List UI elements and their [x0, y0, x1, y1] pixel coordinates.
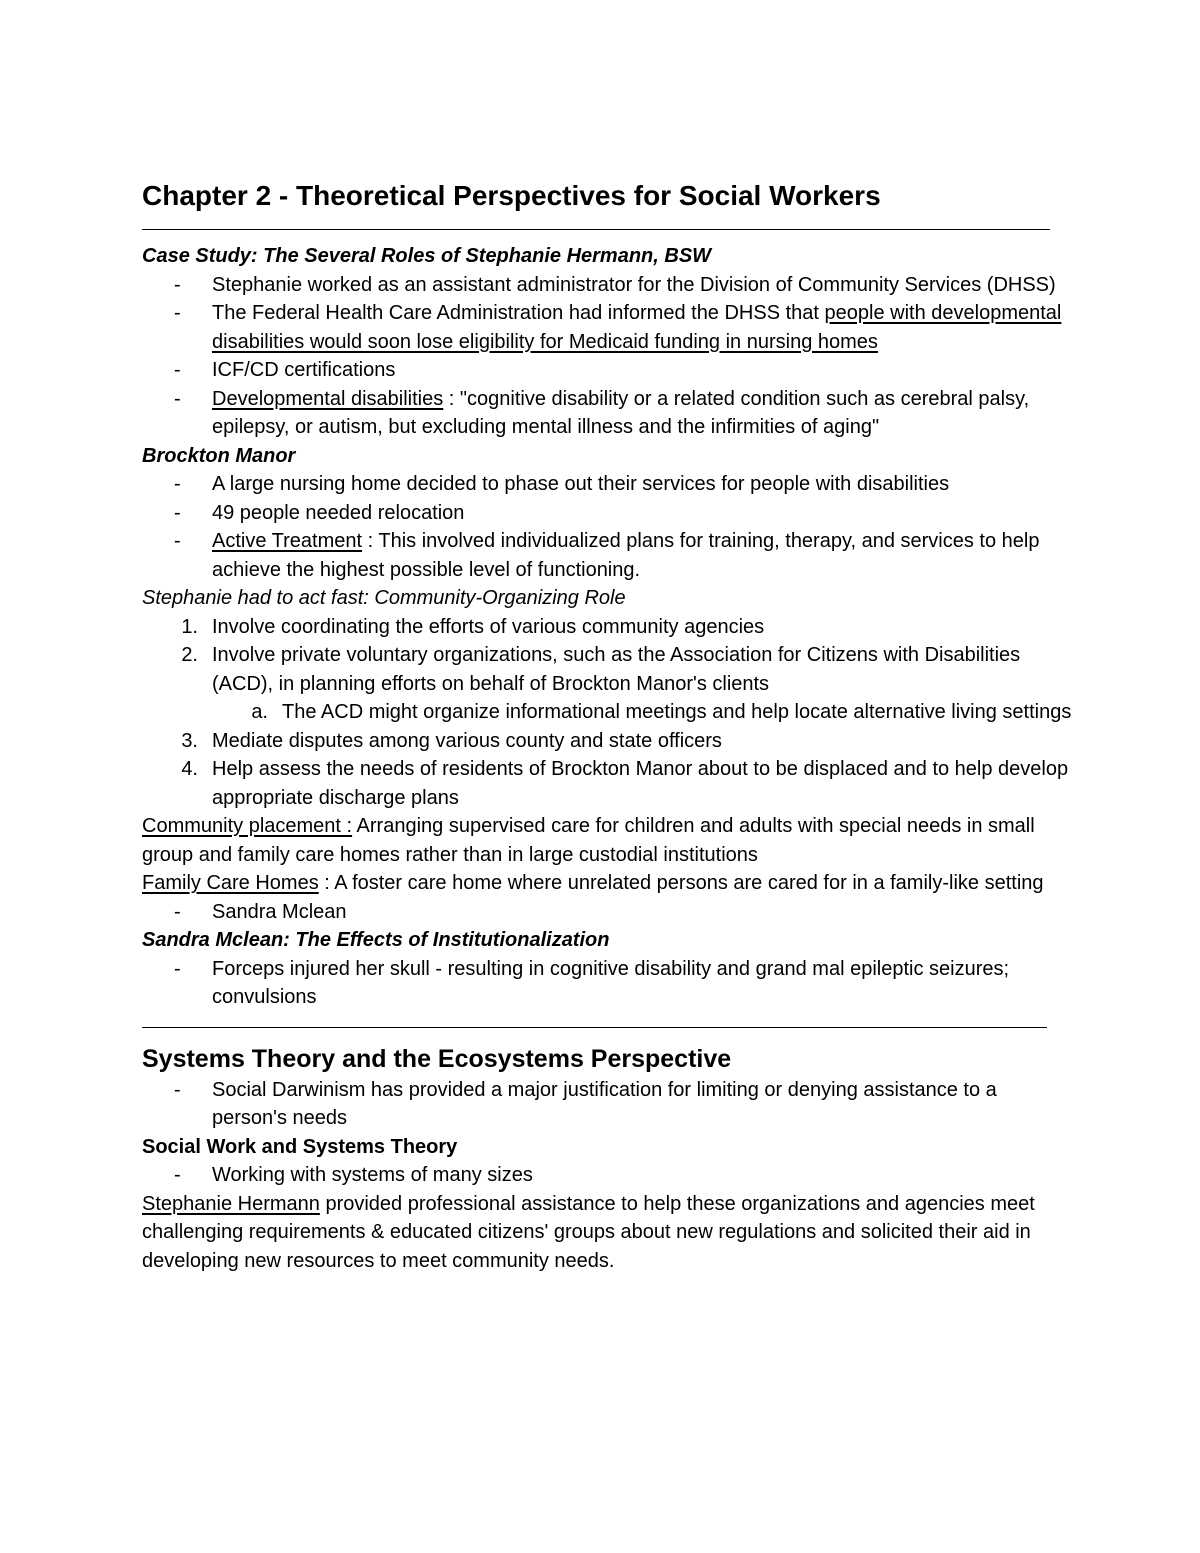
list-item	[142, 955, 1072, 1012]
case-study-heading: Case Study: The Several Roles of Stephanie Hermann, BSW	[142, 245, 712, 267]
item-number: 1.	[181, 615, 198, 638]
horizontal-rule	[142, 1012, 1072, 1040]
numbered-item	[142, 641, 1072, 698]
numbered-item-text: Involve coordinating the efforts of various community agencies	[212, 615, 765, 638]
item-number: 4.	[181, 758, 198, 780]
document-body	[142, 178, 1072, 1275]
section-heading: Systems Theory and the Ecosystems Perspective	[142, 1044, 732, 1073]
family-care-homes-definition	[142, 869, 1072, 898]
definition: Arranging supervised care for children and adults with special needs in small group and family care homes rather than in large custodial institutions	[142, 815, 1035, 866]
community-placement-definition	[142, 812, 1072, 869]
numbered-item-text: Involve private voluntary organizations, such as the Association for Citizens with Disabilities (ACD), in planning efforts on behalf of Brockton Manor's clients	[212, 644, 1021, 695]
horizontal-rule	[142, 214, 1072, 242]
list-item	[142, 271, 1072, 300]
term: Stephanie Hermann	[142, 1192, 320, 1215]
definition: : This involved individualized plans for training, therapy, and services to help achieve the highest possible level of functioning.	[212, 530, 1040, 581]
list-item	[142, 898, 1072, 927]
bullet-dash: -	[174, 387, 181, 410]
list-item-text	[212, 385, 1072, 442]
bullet-dash: -	[174, 359, 181, 381]
brockton-heading: Brockton Manor	[142, 444, 296, 467]
underlined-text: people with developmental disabilities would soon lose eligibility for Medicaid funding in nursing homes	[212, 302, 1062, 353]
bullet-dash: -	[174, 957, 181, 980]
list-item-text: ICF/CD certifications	[212, 359, 396, 381]
list-item-text: Sandra Mclean	[212, 900, 347, 923]
sandra-heading: Sandra Mclean: The Effects of Institutionalization	[142, 929, 610, 951]
sub-item-text: The ACD might organize informational meetings and help locate alternative living settings	[282, 701, 1072, 723]
page-title: Chapter 2 - Theoretical Perspectives for Social Workers	[142, 180, 881, 211]
subsection-heading: Social Work and Systems Theory	[142, 1135, 458, 1158]
list-item-text	[212, 299, 1072, 356]
bullet-dash: -	[174, 1164, 181, 1186]
item-number: 3.	[181, 729, 198, 752]
sub-item-letter: a.	[251, 701, 268, 723]
numbered-item-text: Help assess the needs of residents of Brockton Manor about to be displaced and to help develop appropriate discharge plans	[212, 758, 1069, 809]
list-item-text: Working with systems of many sizes	[212, 1164, 533, 1186]
role-heading: Stephanie had to act fast: Community-Organizing Role	[142, 587, 626, 609]
bullet-dash: -	[174, 530, 181, 552]
numbered-item-text: Mediate disputes among various county and state officers	[212, 729, 722, 752]
numbered-item	[142, 613, 1072, 642]
list-item-text: Social Darwinism has provided a major justification for limiting or denying assistance to a person's needs	[212, 1078, 997, 1129]
list-item-text	[212, 527, 1072, 584]
term: Developmental disabilities	[212, 387, 444, 410]
bullet-dash: -	[174, 302, 181, 324]
list-item	[142, 470, 1072, 499]
sub-item	[142, 698, 1072, 727]
paragraph	[142, 1190, 1072, 1276]
term: Active Treatment	[212, 530, 363, 552]
list-item	[142, 1076, 1072, 1133]
list-item-text: Stephanie worked as an assistant administrator for the Division of Community Services (DHSS)	[212, 273, 1056, 296]
definition: : "cognitive disability or a related condition such as cerebral palsy, epilepsy, or autism, but excluding mental illness and the infirmities of aging"	[212, 387, 1030, 438]
term: Family Care Homes	[142, 872, 319, 894]
list-item-text: 49 people needed relocation	[212, 501, 465, 524]
numbered-item	[142, 755, 1072, 812]
paragraph-text: provided professional assistance to help these organizations and agencies meet challenging requirements & educated citizens' groups about new regulations and solicited their aid in developing new resources to meet community needs.	[142, 1192, 1035, 1272]
text-run: The Federal Health Care Administration had informed the DHSS that	[212, 302, 825, 324]
bullet-dash: -	[174, 273, 181, 296]
list-item-text: A large nursing home decided to phase out their services for people with disabilities	[212, 473, 950, 495]
bullet-dash: -	[174, 1078, 181, 1101]
item-number: 2.	[181, 644, 198, 666]
list-item	[142, 1161, 1072, 1190]
numbered-item	[142, 727, 1072, 756]
list-item	[142, 527, 1072, 584]
list-item	[142, 499, 1072, 528]
bullet-dash: -	[174, 501, 181, 524]
bullet-dash: -	[174, 473, 181, 495]
bullet-dash: -	[174, 900, 181, 923]
list-item	[142, 356, 1072, 385]
definition: : A foster care home where unrelated persons are cared for in a family-like setting	[318, 872, 1044, 894]
list-item	[142, 299, 1072, 356]
list-item-text: Forceps injured her skull - resulting in cognitive disability and grand mal epileptic seizures; convulsions	[212, 957, 1010, 1008]
term-separator: :	[346, 815, 353, 837]
term: Community placement	[142, 815, 347, 837]
list-item	[142, 385, 1072, 442]
